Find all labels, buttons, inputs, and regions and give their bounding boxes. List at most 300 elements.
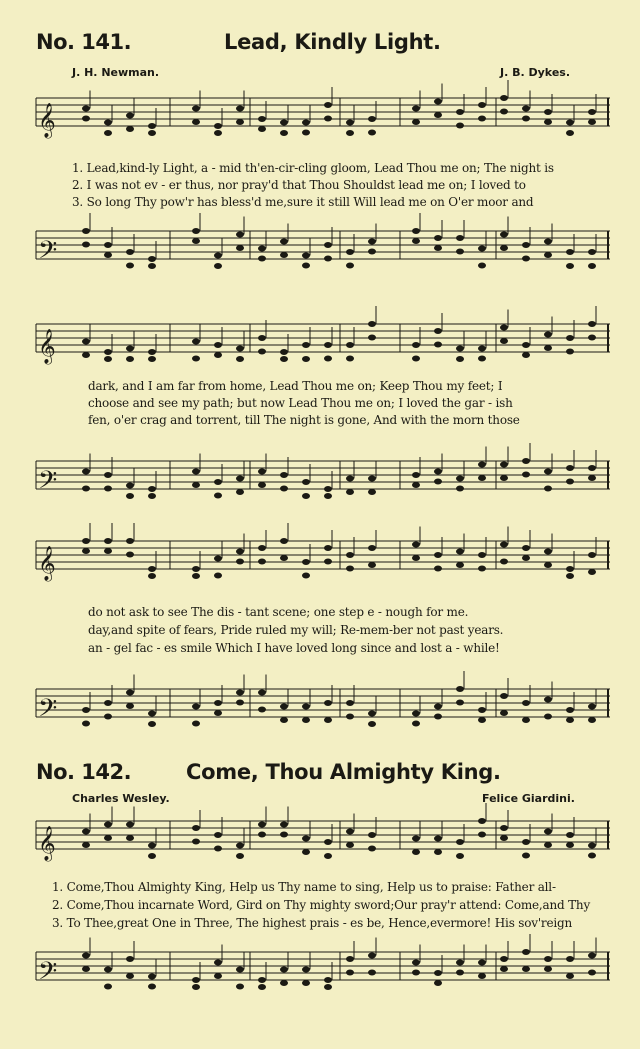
note-head <box>478 818 486 824</box>
clef-icon: 𝄞 <box>38 546 56 581</box>
note-head <box>258 482 266 488</box>
note-head <box>148 711 156 717</box>
note-head <box>214 342 222 348</box>
note-head <box>192 356 200 362</box>
note-head <box>236 559 244 565</box>
note-head <box>522 458 530 464</box>
hymn-142-number: No. 142. <box>36 760 132 784</box>
note-head <box>588 119 596 125</box>
note-head <box>126 249 134 255</box>
note-head <box>368 321 376 327</box>
clef-icon: 𝄢 <box>38 466 58 501</box>
note-head <box>566 263 574 269</box>
note-head <box>566 130 574 136</box>
note-head <box>456 476 464 482</box>
lyric-line: 2. Come,Thou incarnate Word, Gird on Thy mighty sword;Our pray'r attend: Come,and Thy <box>52 898 591 912</box>
note-head <box>258 116 266 122</box>
note-head <box>434 99 442 105</box>
note-head <box>588 569 596 575</box>
note-head <box>236 476 244 482</box>
note-head <box>566 842 574 848</box>
note-head <box>104 714 112 720</box>
note-head <box>522 555 530 561</box>
note-head <box>544 956 552 962</box>
note-head <box>126 263 134 269</box>
note-head <box>258 832 266 838</box>
note-head <box>412 228 420 234</box>
note-head <box>522 700 530 706</box>
note-head <box>478 566 486 572</box>
note-head <box>258 335 266 341</box>
note-head <box>258 126 266 132</box>
note-head <box>236 853 244 859</box>
note-head <box>368 545 376 551</box>
note-head <box>126 113 134 119</box>
note-head <box>258 545 266 551</box>
treble-staff <box>0 92 640 154</box>
note-head <box>566 249 574 255</box>
note-head <box>412 960 420 966</box>
note-head <box>478 707 486 713</box>
note-head <box>280 704 288 710</box>
note-head <box>434 235 442 241</box>
note-head <box>236 346 244 352</box>
note-head <box>324 493 332 499</box>
note-head <box>148 843 156 849</box>
note-head <box>544 239 552 245</box>
note-head <box>346 342 354 348</box>
note-head <box>324 342 332 348</box>
note-head <box>214 253 222 259</box>
note-head <box>544 549 552 555</box>
note-head <box>192 469 200 475</box>
note-head <box>544 119 552 125</box>
note-head <box>214 352 222 358</box>
clef-icon: 𝄢 <box>38 957 58 992</box>
note-head <box>478 475 486 481</box>
note-head <box>126 690 134 696</box>
note-head <box>192 106 200 112</box>
note-head <box>456 853 464 859</box>
note-head <box>522 352 530 358</box>
note-head <box>500 825 508 831</box>
note-head <box>280 472 288 478</box>
note-head <box>412 106 420 112</box>
note-head <box>214 846 222 852</box>
note-head <box>148 974 156 980</box>
note-head <box>566 335 574 341</box>
note-head <box>302 717 310 723</box>
note-head <box>522 256 530 262</box>
clef-icon: 𝄞 <box>38 103 56 138</box>
note-head <box>544 842 552 848</box>
note-head <box>566 573 574 579</box>
note-head <box>82 966 90 972</box>
note-head <box>104 130 112 136</box>
note-head <box>522 342 530 348</box>
note-head <box>302 967 310 973</box>
note-head <box>82 106 90 112</box>
note-head <box>280 717 288 723</box>
note-head <box>412 721 420 727</box>
note-head <box>588 843 596 849</box>
note-head <box>214 263 222 269</box>
note-head <box>544 469 552 475</box>
note-head <box>588 704 596 710</box>
note-head <box>588 263 596 269</box>
lyric-line: dark, and I am far from home, Lead Thou me on; Keep Thou my feet; I <box>88 379 503 393</box>
note-head <box>324 853 332 859</box>
note-head <box>302 836 310 842</box>
note-head <box>192 839 200 845</box>
note-head <box>522 472 530 478</box>
note-head <box>236 106 244 112</box>
note-head <box>478 462 486 468</box>
note-head <box>236 967 244 973</box>
note-head <box>192 704 200 710</box>
note-head <box>412 836 420 842</box>
note-head <box>258 469 266 475</box>
note-head <box>302 342 310 348</box>
note-head <box>368 116 376 122</box>
note-head <box>126 346 134 352</box>
note-head <box>434 479 442 485</box>
note-head <box>368 721 376 727</box>
note-head <box>434 245 442 251</box>
lyric-line: choose and see my path; but now Lead Thou me on; I loved the gar - ish <box>88 396 513 410</box>
note-head <box>82 352 90 358</box>
note-head <box>434 328 442 334</box>
note-head <box>456 562 464 568</box>
note-head <box>456 356 464 362</box>
note-head <box>126 703 134 709</box>
note-head <box>324 717 332 723</box>
note-head <box>346 829 354 835</box>
note-head <box>456 549 464 555</box>
note-head <box>82 339 90 345</box>
note-head <box>412 482 420 488</box>
note-head <box>302 253 310 259</box>
note-head <box>500 475 508 481</box>
note-head <box>214 973 222 979</box>
note-head <box>346 566 354 572</box>
hymn-141-composer: J. B. Dykes. <box>500 66 571 79</box>
note-head <box>280 486 288 492</box>
note-head <box>258 256 266 262</box>
note-head <box>478 832 486 838</box>
note-head <box>544 829 552 835</box>
note-head <box>346 552 354 558</box>
note-head <box>500 338 508 344</box>
note-head <box>192 119 200 125</box>
note-head <box>258 349 266 355</box>
note-head <box>258 984 266 990</box>
note-head <box>214 479 222 485</box>
note-head <box>456 123 464 129</box>
note-head <box>588 552 596 558</box>
note-head <box>456 960 464 966</box>
note-head <box>324 977 332 983</box>
note-head <box>192 238 200 244</box>
note-head <box>82 486 90 492</box>
note-head <box>82 116 90 122</box>
note-head <box>280 822 288 828</box>
note-head <box>588 249 596 255</box>
note-head <box>412 472 420 478</box>
note-head <box>302 559 310 565</box>
note-head <box>236 119 244 125</box>
lyric-line: 3. To Thee,great One in Three, The highest prais - es be, Hence,evermore! His sov'reign <box>52 916 573 930</box>
note-head <box>104 120 112 126</box>
note-head <box>214 700 222 706</box>
note-head <box>192 339 200 345</box>
note-head <box>258 977 266 983</box>
treble-staff <box>0 535 640 597</box>
note-head <box>566 349 574 355</box>
hymn-142-author: Charles Wesley. <box>72 792 170 805</box>
note-head <box>522 545 530 551</box>
note-head <box>236 984 244 990</box>
note-head <box>544 109 552 115</box>
note-head <box>478 246 486 252</box>
note-head <box>478 356 486 362</box>
lyric-line: 1. Lead,kind-ly Light, a - mid th'en-cir-cling gloom, Lead Thou me on; The night is <box>72 161 554 175</box>
treble-staff <box>0 815 640 877</box>
note-head <box>456 235 464 241</box>
note-head <box>412 542 420 548</box>
note-head <box>478 346 486 352</box>
clef-icon: 𝄞 <box>38 826 56 861</box>
note-head <box>148 721 156 727</box>
note-head <box>478 102 486 108</box>
note-head <box>434 552 442 558</box>
note-head <box>302 356 310 362</box>
note-head <box>192 573 200 579</box>
note-head <box>566 465 574 471</box>
note-head <box>368 476 376 482</box>
note-head <box>566 973 574 979</box>
note-head <box>544 332 552 338</box>
note-head <box>478 973 486 979</box>
note-head <box>302 980 310 986</box>
note-head <box>368 711 376 717</box>
note-head <box>280 967 288 973</box>
note-head <box>346 970 354 976</box>
note-head <box>522 717 530 723</box>
note-head <box>566 120 574 126</box>
note-head <box>324 486 332 492</box>
note-head <box>280 130 288 136</box>
note-head <box>192 977 200 983</box>
note-head <box>236 549 244 555</box>
note-head <box>346 700 354 706</box>
note-head <box>214 960 222 966</box>
note-head <box>434 469 442 475</box>
hymn-141-title: Lead, Kindly Light. <box>224 30 441 54</box>
note-head <box>434 836 442 842</box>
note-head <box>324 256 332 262</box>
note-head <box>588 953 596 959</box>
note-head <box>544 714 552 720</box>
note-head <box>346 842 354 848</box>
note-head <box>126 126 134 132</box>
note-head <box>456 486 464 492</box>
note-head <box>192 228 200 234</box>
note-head <box>478 960 486 966</box>
note-head <box>148 130 156 136</box>
note-head <box>456 249 464 255</box>
note-head <box>104 548 112 554</box>
note-head <box>302 263 310 269</box>
note-head <box>500 462 508 468</box>
note-head <box>104 967 112 973</box>
lyric-line: 2. I was not ev - er thus, nor pray'd that Thou Shouldst lead me on; I loved to <box>72 178 526 192</box>
note-head <box>500 693 508 699</box>
note-head <box>500 835 508 841</box>
note-head <box>280 538 288 544</box>
bass-staff <box>0 946 640 1008</box>
note-head <box>544 486 552 492</box>
note-head <box>324 984 332 990</box>
note-head <box>192 721 200 727</box>
note-head <box>346 249 354 255</box>
note-head <box>588 970 596 976</box>
note-head <box>346 956 354 962</box>
clef-icon: 𝄞 <box>38 329 56 364</box>
note-head <box>368 846 376 852</box>
note-head <box>148 493 156 499</box>
note-head <box>346 356 354 362</box>
note-head <box>346 263 354 269</box>
note-head <box>236 356 244 362</box>
note-head <box>104 835 112 841</box>
note-head <box>544 252 552 258</box>
note-head <box>588 109 596 115</box>
bass-staff <box>0 683 640 745</box>
note-head <box>126 552 134 558</box>
note-head <box>192 482 200 488</box>
note-head <box>456 686 464 692</box>
note-head <box>324 242 332 248</box>
note-head <box>280 239 288 245</box>
note-head <box>324 700 332 706</box>
note-head <box>214 123 222 129</box>
note-head <box>522 116 530 122</box>
clef-icon: 𝄢 <box>38 236 58 271</box>
note-head <box>104 538 112 544</box>
note-head <box>126 822 134 828</box>
note-head <box>236 232 244 238</box>
note-head <box>544 966 552 972</box>
note-head <box>82 842 90 848</box>
note-head <box>544 562 552 568</box>
note-head <box>258 690 266 696</box>
note-head <box>280 252 288 258</box>
note-head <box>280 356 288 362</box>
note-head <box>434 566 442 572</box>
note-head <box>236 700 244 706</box>
note-head <box>368 970 376 976</box>
note-head <box>566 566 574 572</box>
note-head <box>324 839 332 845</box>
note-head <box>346 476 354 482</box>
note-head <box>214 130 222 136</box>
note-head <box>412 342 420 348</box>
note-head <box>214 832 222 838</box>
note-head <box>412 555 420 561</box>
note-head <box>346 130 354 136</box>
note-head <box>104 242 112 248</box>
note-head <box>368 562 376 568</box>
note-head <box>588 717 596 723</box>
note-head <box>434 704 442 710</box>
note-head <box>82 538 90 544</box>
note-head <box>346 120 354 126</box>
note-head <box>456 970 464 976</box>
note-head <box>500 232 508 238</box>
note-head <box>456 346 464 352</box>
note-head <box>478 552 486 558</box>
hymn-142-title: Come, Thou Almighty King. <box>186 760 501 784</box>
note-head <box>324 356 332 362</box>
bass-staff <box>0 455 640 517</box>
note-head <box>104 472 112 478</box>
lyric-line: an - gel fac - es smile Which I have loved long since and lost a - while! <box>88 641 500 655</box>
note-head <box>456 700 464 706</box>
note-head <box>412 238 420 244</box>
note-head <box>544 697 552 703</box>
note-head <box>434 980 442 986</box>
bass-staff <box>0 225 640 287</box>
note-head <box>368 239 376 245</box>
note-head <box>500 956 508 962</box>
note-head <box>522 106 530 112</box>
note-head <box>412 356 420 362</box>
note-head <box>522 949 530 955</box>
note-head <box>478 116 486 122</box>
note-head <box>280 832 288 838</box>
note-head <box>368 335 376 341</box>
note-head <box>368 832 376 838</box>
note-head <box>148 263 156 269</box>
note-head <box>82 548 90 554</box>
hymn-141-number: No. 141. <box>36 30 132 54</box>
note-head <box>456 839 464 845</box>
note-head <box>236 690 244 696</box>
lyric-line: do not ask to see The dis - tant scene; one step e - nough for me. <box>88 605 469 619</box>
note-head <box>82 469 90 475</box>
note-head <box>566 956 574 962</box>
note-head <box>522 242 530 248</box>
note-head <box>522 966 530 972</box>
note-head <box>82 242 90 248</box>
note-head <box>324 559 332 565</box>
note-head <box>566 832 574 838</box>
note-head <box>148 349 156 355</box>
note-head <box>148 256 156 262</box>
note-head <box>544 345 552 351</box>
note-head <box>236 489 244 495</box>
note-head <box>104 252 112 258</box>
note-head <box>522 853 530 859</box>
note-head <box>148 123 156 129</box>
note-head <box>588 465 596 471</box>
note-head <box>500 95 508 101</box>
note-head <box>104 700 112 706</box>
note-head <box>280 555 288 561</box>
note-head <box>478 263 486 269</box>
note-head <box>478 717 486 723</box>
